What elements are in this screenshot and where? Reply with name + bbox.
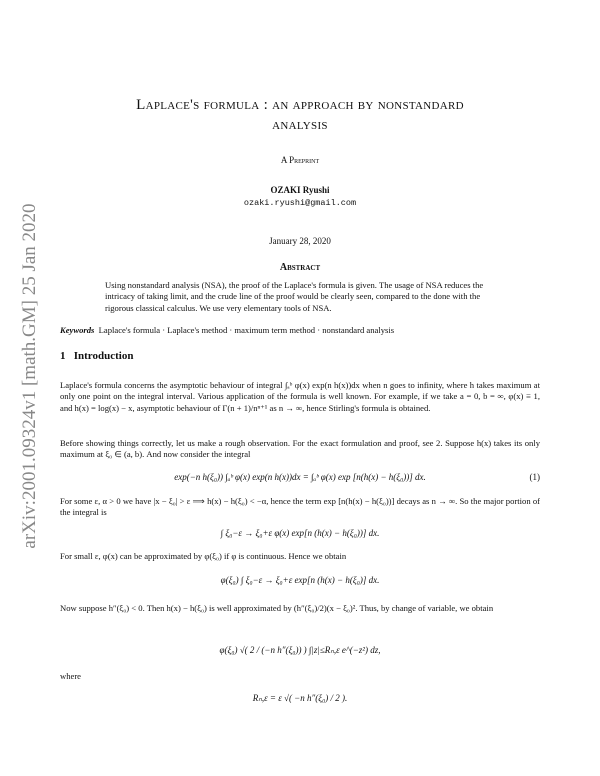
paper-title-line2: analysis xyxy=(272,117,328,133)
preprint-label: A Preprint xyxy=(280,155,320,165)
equation-3: φ(ξ₀) ∫ ξ₀−ε → ξ₀+ε exp[n (h(x) − h(ξ₀)] dx. xyxy=(220,575,380,585)
keywords-list: Laplace's formula · Laplace's method · maximum term method · nonstandard analysis xyxy=(98,325,395,335)
keywords-label: Keywords xyxy=(60,325,95,335)
abstract-heading: Abstract xyxy=(279,262,321,273)
equation-4: φ(ξ₀) √( 2 / (−n h″(ξ₀)) ) ∫|z|≤Rₙ,ε e^(−z²) dz, xyxy=(219,645,381,655)
keywords xyxy=(60,325,540,336)
author-name: OZAKI Ryushi xyxy=(270,185,330,195)
abstract-text: Using nonstandard analysis (NSA), the proof of the Laplace's formula is given. The usage of NSA reduces the intricacy of taking limit, and the crude line of the proof would be clearly seen, compared to the done with the rigorous classical calculus. We use very elementary tools of NSA. xyxy=(105,280,484,313)
paragraph-5: Now suppose h″(ξ₀) < 0. Then h(x) − h(ξ₀) is well approximated by (h″(ξ₀)/2)(x − ξ₀)². Thus, by change of variable, we obtain xyxy=(60,603,494,613)
paragraph-3: For some ε, α > 0 we have |x − ξ₀| > ε ⟹ h(x) − h(ξ₀) < −α, hence the term exp [n(h(x) − h(ξ₀))] decays as n → ∞. So the major portion of the integral is xyxy=(60,496,540,518)
paragraph-4: For small ε, φ(x) can be approximated by φ(ξ₀) if φ is continuous. Hence we obtain xyxy=(60,551,347,561)
section-title: Introduction xyxy=(73,350,134,362)
paragraph-1: Laplace's formula concerns the asymptotic behaviour of integral ∫ₐᵇ φ(x) exp(n h(x))dx when n goes to infinity, where h takes maximum at only one point on the integral interval. Various application of the formula is well known. For example, if we take a = 0, b = ∞, φ(x) ≡ 1, and h(x) = log(x) − x, asymptotic behaviour of Γ(n + 1)/nⁿ⁺¹ as n → ∞, hence Stirling's formula is obtained. xyxy=(60,380,540,413)
equation-2: ∫ ξ₀−ε → ξ₀+ε φ(x) exp[n (h(x) − h(ξ₀))] dx. xyxy=(220,528,380,538)
equation-1-body: exp(−n h(ξ₀)) ∫ₐᵇ φ(x) exp(n h(x))dx = ∫ₐᵇ φ(x) exp [n(h(x) − h(ξ₀))] dx. xyxy=(174,472,426,482)
paragraph-2: Before showing things correctly, let us make a rough observation. For the exact formulation and proof, see 2. Suppose h(x) takes its only maximum at ξ₀ ∈ (a, b). And now consider the integral xyxy=(60,438,540,460)
paragraph-6: where xyxy=(60,671,81,681)
arxiv-stamp: arXiv:2001.09324v1 [math.GM] 25 Jan 2020 xyxy=(19,203,40,549)
equation-1-number: (1) xyxy=(529,472,540,482)
date: January 28, 2020 xyxy=(269,236,331,246)
equation-5: Rₙ,ε = ε √( −n h″(ξ₀) / 2 ). xyxy=(252,693,348,703)
equation-1 xyxy=(60,472,540,482)
section-number: 1 xyxy=(60,350,66,362)
paper-title-line1: Laplace's formula : an approach by nonstandard xyxy=(136,97,464,113)
section-heading xyxy=(60,350,133,362)
author-email[interactable]: ozaki.ryushi@gmail.com xyxy=(243,198,357,208)
